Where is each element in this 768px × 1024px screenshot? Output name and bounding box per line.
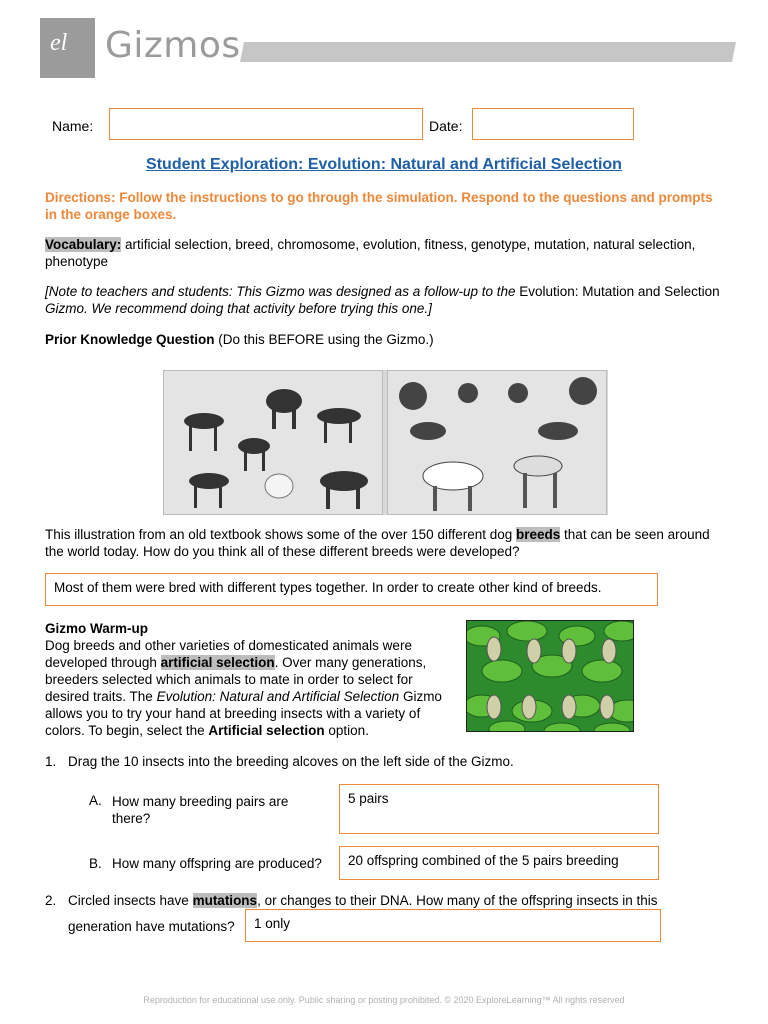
q1a-label: A. bbox=[89, 793, 102, 808]
q1-number: 1. bbox=[45, 754, 57, 769]
prior-knowledge-answer[interactable]: Most of them were bred with different types together. In order to create other kind of breeds. bbox=[45, 573, 658, 606]
vocabulary: Vocabulary: artificial selection, breed, chromosome, evolution, fitness, genotype, mutation, natural selection, phenotype bbox=[45, 237, 696, 269]
warmup-heading: Gizmo Warm-up bbox=[45, 621, 148, 636]
brand-name: Gizmos bbox=[105, 25, 241, 66]
date-label: Date: bbox=[429, 118, 463, 134]
teacher-note: [Note to teachers and students: This Gizmo was designed as a follow-up to the Evolution: Mutation and Selection Gizmo. We recommend doing that activity before trying this one.] bbox=[45, 284, 720, 316]
q2-answer[interactable]: 1 only bbox=[245, 909, 661, 942]
directions: Directions: Follow the instructions to go through the simulation. Respond to the questions and prompts in the orange boxes. bbox=[45, 190, 713, 222]
name-label: Name: bbox=[52, 118, 94, 134]
dog-breeds-image bbox=[163, 370, 608, 515]
q1b-label: B. bbox=[89, 856, 102, 871]
header-bar bbox=[240, 42, 736, 62]
page-title: Student Exploration: Evolution: Natural and Artificial Selection bbox=[146, 156, 622, 173]
gizmos-logo-icon: el bbox=[40, 18, 95, 78]
prior-knowledge-heading: Prior Knowledge Question (Do this BEFORE using the Gizmo.) bbox=[45, 332, 434, 347]
q1a-text: How many breeding pairs are there? bbox=[112, 794, 289, 826]
warmup-section: Gizmo Warm-up Dog breeds and other varieties of domesticated animals were developed through artificial selection. Over many generations, breeders selected which animals to mate in order to select for desired traits. The Evolution: Natural and Artificial Selection Gizmo allows you to try your hand at breeding insects with a variety of colors. To begin, select the Artificial selection option. bbox=[45, 621, 442, 738]
vocabulary-label: Vocabulary: bbox=[45, 237, 122, 252]
date-field[interactable] bbox=[472, 108, 634, 140]
q2-number: 2. bbox=[45, 893, 57, 908]
name-field[interactable] bbox=[109, 108, 423, 140]
q1b-answer[interactable]: 20 offspring combined of the 5 pairs breeding bbox=[339, 846, 659, 880]
footer-copyright: Reproduction for educational use only. Public sharing or posting prohibited. © 2020 ExploreLearning™ All rights reserved bbox=[143, 995, 625, 1005]
q1b-text: How many offspring are produced? bbox=[112, 856, 322, 871]
q1a-answer[interactable]: 5 pairs bbox=[339, 784, 659, 834]
q2-text-line2: generation have mutations? bbox=[68, 919, 235, 934]
q1-text: Drag the 10 insects into the breeding alcoves on the left side of the Gizmo. bbox=[68, 754, 514, 769]
q2-text: Circled insects have mutations, or changes to their DNA. How many of the offspring insects in this bbox=[68, 893, 658, 908]
illustration-question: This illustration from an old textbook shows some of the over 150 different dog breeds that can be seen around the world today. How do you think all of these different breeds were developed? bbox=[45, 527, 710, 559]
insects-on-leaves-image bbox=[466, 620, 634, 732]
